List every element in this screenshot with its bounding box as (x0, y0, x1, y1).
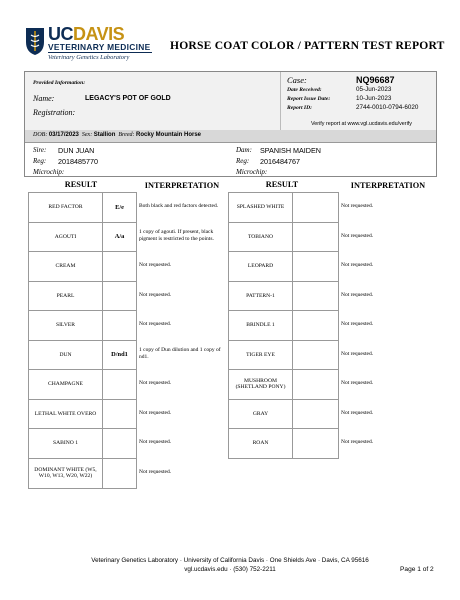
case-number: NQ96687 (356, 75, 395, 85)
dam-name: SPANISH MAIDEN (260, 146, 321, 155)
footer (0, 556, 460, 574)
genotype: D/nd1 (103, 340, 137, 370)
interpretation-text: Not requested. (341, 232, 374, 239)
test-name: SILVER (29, 311, 103, 341)
logo-divider (48, 52, 152, 53)
test-name: RED FACTOR (29, 193, 103, 223)
date-received-label: Date Received: (287, 87, 322, 93)
test-name: DOMINANT WHITE (W5, W10, W13, W20, W22) (29, 458, 103, 488)
result-row (229, 370, 339, 400)
sire-name: DUN JUAN (58, 146, 95, 155)
report-id: 2744-0010-0794-6020 (356, 104, 419, 111)
logo-vet-med: VETERINARY MEDICINE (48, 42, 151, 52)
result-row (229, 399, 339, 429)
test-name: CHAMPAGNE (29, 370, 103, 400)
interpretation-header-right: INTERPRETATION (350, 181, 426, 190)
test-name: CREAM (29, 252, 103, 282)
test-name: SABINO 1 (29, 429, 103, 459)
sire-label: Sire: (33, 146, 47, 154)
interpretation-text: 1 copy of Dun dilution and 1 copy of nd1. (139, 347, 221, 361)
footer-contact: vgl.ucdavis.edu · (530) 752-2211 (184, 566, 276, 573)
interpretation-text: Both black and red factors detected. (139, 203, 219, 210)
logo-lab-name: Veterinary Genetics Laboratory (48, 54, 130, 61)
genotype: E/e (103, 193, 137, 223)
result-row (229, 193, 339, 223)
sire-reg-label: Reg: (33, 157, 47, 165)
right-interpretation-column (338, 192, 438, 458)
interpretation-text: Not requested. (341, 321, 374, 328)
result-row (29, 222, 137, 252)
genotype (293, 370, 339, 400)
test-name: DUN (29, 340, 103, 370)
genotype (293, 252, 339, 282)
left-result-table (28, 192, 137, 489)
test-name: LETHAL WHITE OVERO (29, 399, 103, 429)
genotype (103, 252, 137, 282)
result-header-left: RESULT (64, 180, 98, 189)
genotype: A/a (103, 222, 137, 252)
genotype (293, 311, 339, 341)
genotype (103, 399, 137, 429)
interpretation-text: 1 copy of agouti. If present, black pigment is restricted to the points. (139, 229, 214, 243)
genotype (293, 281, 339, 311)
result-row (229, 311, 339, 341)
test-name: PATTERN-1 (229, 281, 293, 311)
result-row (229, 281, 339, 311)
interpretation-text: Not requested. (139, 469, 172, 475)
interpretation-text: Not requested. (341, 380, 374, 387)
left-interpretation-column (136, 192, 228, 488)
dam-label: Dam: (236, 146, 252, 154)
result-row (29, 340, 137, 370)
right-result-table (228, 192, 339, 459)
interpretation-text: Not requested. (341, 350, 374, 357)
test-name: SPLASHED WHITE (229, 193, 293, 223)
test-name: ROAN (229, 429, 293, 459)
dam-microchip-label: Microchip: (236, 168, 268, 176)
dam-reg: 2016484767 (260, 157, 300, 166)
result-row (229, 429, 339, 459)
interpretation-text: Not requested. (139, 262, 172, 269)
horse-info-box (24, 71, 437, 177)
info-divider (280, 72, 281, 130)
test-name: AGOUTI (29, 222, 103, 252)
interpretation-text: Not requested. (341, 291, 374, 298)
page-number: Page 1 of 2 (400, 566, 434, 573)
result-row (29, 458, 137, 488)
genotype (293, 429, 339, 459)
genotype (293, 222, 339, 252)
report-id-label: Report ID: (287, 105, 313, 111)
test-name: GRAY (229, 399, 293, 429)
interpretation-text: Not requested. (139, 409, 172, 416)
interpretation-text: Not requested. (341, 409, 374, 416)
case-label: Case: (287, 75, 307, 85)
registration-label: Registration: (33, 108, 76, 117)
footer-address: Veterinary Genetics Laboratory · University of California Davis · One Shields Ave · Davis, CA 95616 (91, 557, 369, 564)
issue-date-label: Report Issue Date: (287, 96, 331, 102)
name-label: Name: (33, 94, 55, 103)
genotype (293, 193, 339, 223)
logo-wordmark: UCDAVIS (48, 24, 125, 44)
result-row (229, 252, 339, 282)
test-name: BRINDLE 1 (229, 311, 293, 341)
result-row (229, 340, 339, 370)
result-row (29, 370, 137, 400)
result-row (29, 399, 137, 429)
genotype (103, 458, 137, 488)
result-header-right: RESULT (265, 180, 299, 189)
interpretation-text: Not requested. (139, 439, 172, 446)
sire-microchip-label: Microchip: (33, 168, 65, 176)
interpretation-text: Not requested. (341, 439, 374, 446)
genotype (103, 370, 137, 400)
dam-reg-label: Reg: (236, 157, 250, 165)
verify-link[interactable]: Verify report at www.vgl.ucdavis.edu/verify (311, 121, 412, 127)
genotype (103, 429, 137, 459)
interpretation-text: Not requested. (139, 380, 172, 387)
test-name: TIGER EYE (229, 340, 293, 370)
genotype (293, 340, 339, 370)
genotype (293, 399, 339, 429)
interpretation-text: Not requested. (341, 262, 374, 269)
test-name: LEOPARD (229, 252, 293, 282)
genotype (103, 281, 137, 311)
interpretation-text: Not requested. (139, 291, 172, 298)
result-row (29, 311, 137, 341)
uc-davis-logo-icon (24, 26, 46, 56)
sire-reg: 2018485770 (58, 157, 98, 166)
horse-name: LEGACY'S POT OF GOLD (85, 95, 171, 102)
test-name: PEARL (29, 281, 103, 311)
provided-info-label: Provided Information: (33, 80, 86, 86)
result-row (29, 252, 137, 282)
report-title: HORSE COAT COLOR / PATTERN TEST REPORT (170, 39, 445, 52)
result-row (29, 429, 137, 459)
genotype (103, 311, 137, 341)
issue-date: 10-Jun-2023 (356, 95, 392, 102)
interpretation-header-left: INTERPRETATION (144, 181, 220, 190)
date-received: 05-Jun-2023 (356, 86, 392, 93)
result-row (229, 222, 339, 252)
interpretation-text: Not requested. (139, 321, 172, 328)
test-name: MUSHROOM (SHETLAND PONY) (229, 370, 293, 400)
dob-sex-breed-line: DOB: 03/17/2023 Sex: Stallion Breed: Rocky Mountain Horse (33, 132, 201, 138)
result-row (29, 281, 137, 311)
test-name: TOBIANO (229, 222, 293, 252)
result-row (29, 193, 137, 223)
interpretation-text: Not requested. (341, 203, 374, 210)
